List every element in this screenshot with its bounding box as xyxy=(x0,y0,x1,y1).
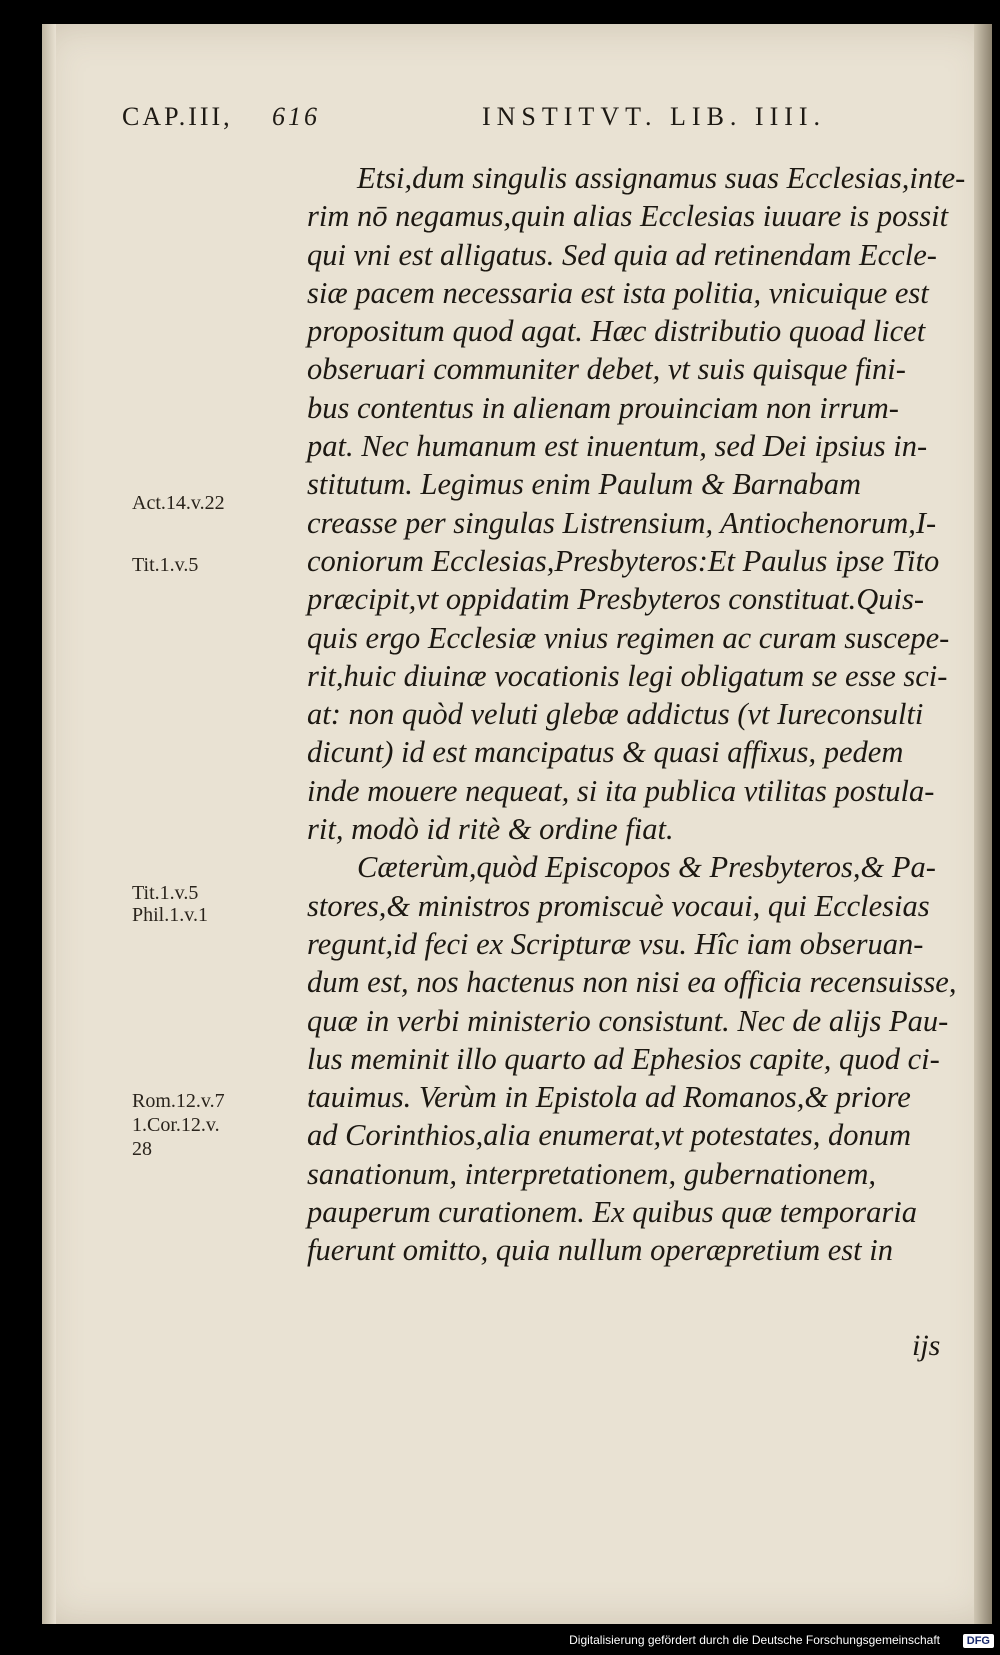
text-line: pat. Nec humanum est inuentum, sed Dei ipsius in- xyxy=(307,429,928,464)
dfg-logo: DFG xyxy=(963,1634,994,1648)
margin-note: Tit.1.v.5 xyxy=(132,882,199,904)
page-fold-shadow xyxy=(42,24,56,1624)
book-page xyxy=(42,24,992,1624)
text-line: stores,& ministros promiscuè vocaui, qui Ecclesias xyxy=(307,888,930,923)
book-spine-shadow xyxy=(974,24,992,1624)
text-line: dicunt) id est mancipatus & quasi affixus, pedem xyxy=(307,735,904,770)
text-line: rim nō negamus,quin alias Ecclesias iuuare is possit xyxy=(307,199,949,234)
text-line: quis ergo Ecclesiæ vnius regimen ac curam suscepe- xyxy=(307,620,950,655)
margin-note: 1.Cor.12.v. xyxy=(132,1114,220,1136)
text-line: præcipit,vt oppidatim Presbyteros constituat.Quis- xyxy=(307,582,925,617)
text-line: pauperum curationem. Ex quibus quæ temporaria xyxy=(307,1195,917,1230)
text-line: stitutum. Legimus enim Paulum & Barnabam xyxy=(307,467,862,502)
running-title: INSTITVT. LIB. IIII. xyxy=(482,102,827,131)
margin-note: Phil.1.v.1 xyxy=(132,904,208,926)
margin-note: 28 xyxy=(132,1138,152,1160)
page-number: 616 xyxy=(272,102,320,131)
text-line: obseruari communiter debet, vt suis quisque fini- xyxy=(307,352,906,387)
text-line: lus meminit illo quarto ad Ephesios capite, quod ci- xyxy=(307,1041,940,1076)
text-line: propositum quod agat. Hæc distributio quoad licet xyxy=(307,314,926,349)
text-line: creasse per singulas Listrensium, Antiochenorum,I- xyxy=(307,505,937,540)
text-line: quæ in verbi ministerio consistunt. Nec de alijs Pau- xyxy=(307,1003,949,1038)
digitization-credit: Digitalisierung gefördert durch die Deutsche Forschungsgemeinschaft xyxy=(569,1633,940,1647)
text-line: inde mouere nequeat, si ita publica vtilitas postula- xyxy=(307,773,935,808)
text-line: qui vni est alligatus. Sed quia ad retinendam Eccle- xyxy=(307,237,937,272)
text-line: regunt,id feci ex Scripturæ vsu. Hîc iam obseruan- xyxy=(307,926,924,961)
text-line: Cæterùm,quòd Episcopos & Presbyteros,& Pa- xyxy=(357,850,936,885)
text-line: Etsi,dum singulis assignamus suas Ecclesias,inte- xyxy=(357,161,966,195)
text-line: tauimus. Verùm in Epistola ad Romanos,& priore xyxy=(307,1080,911,1115)
text-line: dum est, nos hactenus non nisi ea officia recensuisse, xyxy=(307,965,957,1000)
text-line: coniorum Ecclesias,Presbyteros:Et Paulus ipse Tito xyxy=(307,543,940,578)
text-line: rit, modò id ritè & ordine fiat. xyxy=(307,812,674,847)
text-line: sanationum, interpretationem, gubernationem, xyxy=(307,1156,877,1191)
margin-note: Act.14.v.22 xyxy=(132,492,225,514)
text-line: rit,huic diuinæ vocationis legi obligatum se esse sci- xyxy=(307,658,948,693)
text-line: ad Corinthios,alia enumerat,vt potestates, donum xyxy=(307,1118,912,1153)
margin-note: Rom.12.v.7 xyxy=(132,1090,225,1112)
text-line: fuerunt omitto, quia nullum operæpretium est in xyxy=(307,1233,893,1268)
margin-note: Tit.1.v.5 xyxy=(132,554,199,576)
chapter-label: CAP.III, xyxy=(122,102,233,131)
body-text xyxy=(307,159,966,1270)
catchword: ijs xyxy=(912,1329,941,1362)
text-line: bus contentus in alienam prouinciam non irrum- xyxy=(307,390,899,425)
text-line: at: non quòd veluti glebæ addictus (vt Iureconsulti xyxy=(307,697,924,732)
text-line: siæ pacem necessaria est ista politia, vnicuique est xyxy=(307,275,929,310)
